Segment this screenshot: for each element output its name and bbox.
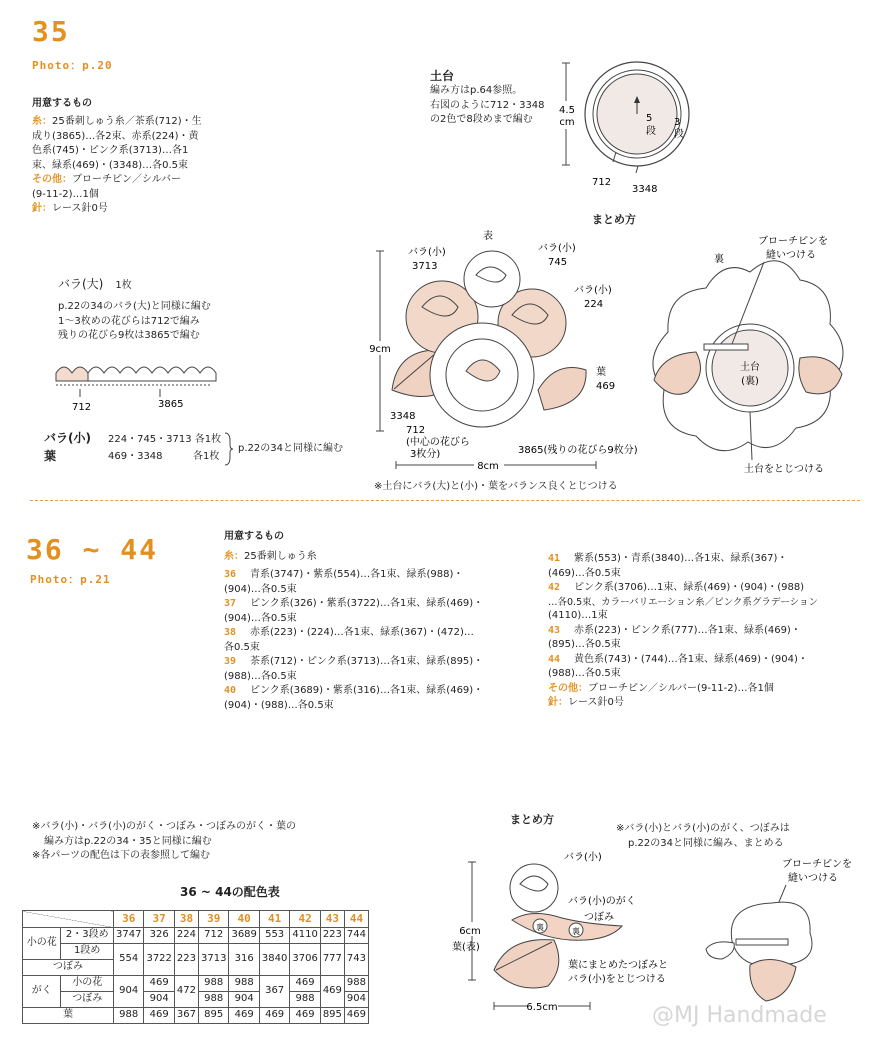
pattern-number-36-44: 36 ~ 44 [26,533,159,566]
svg-text:裏: 裏 [536,923,544,932]
svg-text:段: 段 [674,129,684,140]
material-item-39: 39 茶系(712)・ピンク系(3713)…各1束、緑系(895)・ [224,656,484,667]
svg-text:バラ(小)のがく: バラ(小)のがく [568,896,636,907]
watermark: @MJ Handmade [652,1003,827,1028]
svg-text:712: 712 [406,425,426,436]
photo-ref-36-44: Photo：p.21 [30,573,111,586]
notes-36-44: ※バラ(小)・バラ(小)のがく・つぼみ・つぼみのがく・葉の 編み方はp.22の34・35と同様に編む ※各パーツの配色は下の表参照して編む [32,821,296,861]
leaf-colors: 469・3348 [108,451,163,462]
svg-text:(中心の花びら: (中心の花びら [406,437,470,448]
svg-text:表: 表 [483,231,493,242]
needle-line: 針：レース針0号 [548,697,624,709]
rose-small-label: バラ(小) [44,431,91,445]
material-item-37: 37 ピンク系(326)・紫系(3722)…各1束、緑系(469)・ [224,598,484,609]
base-instructions: 編み方はp.64参照。 右図のように712・3348 の2色で8段めまで編む [430,85,545,125]
petal-strip-diagram [50,355,220,415]
materials-line: 色系(745)・ピンク系(3713)…各1 [32,145,189,156]
svg-text:土台をとじつける: 土台をとじつける [744,464,824,475]
assembly-title-35: まとめ方 [592,213,636,226]
materials-line: 束、緑系(469)・(3348)…各0.5束 [32,159,189,171]
assembly-diagram-36-44 [450,840,680,1030]
materials-line: (9-11-2)…1個 [32,188,99,200]
table-row: がく 小の花 904 469 472 988 988 367 469 469 988 [23,975,369,991]
material-item-41: 41 紫系(553)・青系(3840)…各1束、緑系(367)・ [548,553,788,564]
materials-heading-35: 用意するもの [32,98,92,109]
base-color-1: 712 [592,177,612,188]
table-row: 小の花 2・3段め 3747 326 224 712 3689 553 4110 223 744 [23,927,369,943]
materials-list-35 [32,115,252,217]
assembly-back-36-44 [690,855,870,1015]
material-item-42: 42 ピンク系(3706)…1束、緑系(469)・(904)・(988) [548,582,805,593]
table-row: つぼみ 904 988 904 988 904 [23,991,369,1007]
svg-text:3348: 3348 [390,411,416,422]
pattern-number-35: 35 [32,15,70,48]
material-item-38: 38 赤系(223)・(224)…各1束、緑系(367)・(472)… [224,627,474,638]
table-row: 1段め 554 3722 223 3713 316 3840 3706 777 743 [23,943,369,959]
svg-text:バラ(小): バラ(小) [408,247,446,258]
brace-icon [224,432,234,466]
svg-text:8cm: 8cm [477,461,499,472]
materials-heading-36-44: 用意するもの [224,531,284,542]
svg-text:5: 5 [646,113,653,124]
rose-big-instructions: p.22の34のバラ(大)と同様に編む 1〜3枚めの花びらは712で編み 残りの花びら9枚は3865で編む [58,301,211,341]
photo-ref-35: Photo：p.20 [32,59,113,72]
color-table-title: 36 ~ 44の配色表 [180,885,280,899]
petal-color-b: 3865 [158,399,184,410]
color-table [22,910,369,1024]
table-header-row: 36 37 38 39 40 41 42 43 44 [23,911,369,928]
material-item-44: 44 黄色系(743)・(744)…各1束、緑系(469)・(904)・ [548,653,808,665]
svg-text:バラ(小): バラ(小) [538,243,576,254]
materials-list-right: 41 紫系(553)・青系(3840)…各1束、緑系(367)・ (469)…各0.5束 42 ピンク系(3706)…1束、緑系(469)・(904)・(988) …各0.5束、カラーバリエーション糸／ピンク系グラデーション (4110)…1束 43 赤系(223)・ピンク系(777)…各1束、緑系(469)・ (895)…各0.5束 44 黄色系(743)・(744)…各1束、緑系(469)・(904)・ (988)…各0.5束 その他：ブローチピン／シルバー(9-11-2)…各1個 針：レース針0号 [548,552,868,711]
materials-line: 針：レース針0号 [32,203,108,214]
leaf-label: 葉 [44,449,57,463]
table-row: 葉 988 469 367 895 469 469 469 895 469 [23,1007,369,1023]
svg-text:224: 224 [584,299,604,310]
table-row: つぼみ [23,959,369,975]
rose-small-colors: 224・745・3713 各1枚 [108,434,222,445]
svg-text:葉にまとめたつぼみと: 葉にまとめたつぼみと [568,960,668,971]
base-dim-value: 4.5 [559,105,575,116]
assembly-front-diagram [360,225,680,495]
assembly-title-36-44: まとめ方 [510,813,554,826]
base-dim-unit: cm [559,117,575,128]
svg-text:3枚分): 3枚分) [410,449,441,460]
other-line: その他：ブローチピン／シルバー(9-11-2)…各1個 [548,682,774,694]
thread-line: 糸：25番刺しゅう糸 [224,551,317,562]
svg-text:裏: 裏 [572,927,580,936]
material-item-40: 40 ピンク系(3689)・紫系(316)…各1束、緑系(469)・ [224,685,484,696]
materials-line: 糸：25番刺しゅう糸／茶系(712)・生 [32,116,202,127]
svg-text:葉: 葉 [596,367,606,378]
svg-text:ブローチピンを: ブローチピンを [758,236,828,247]
leaf-count: 各1枚 [193,451,220,462]
rose-big-title: バラ(大) 1枚 [58,277,132,291]
svg-text:縫いつける: 縫いつける [766,250,816,261]
svg-text:土台: 土台 [740,362,760,373]
material-item-36: 36 青系(3747)・紫系(554)…各1束、緑系(988)・ [224,569,464,580]
svg-text:3: 3 [674,117,681,128]
svg-text:バラ(小): バラ(小) [574,285,612,296]
svg-text:6cm: 6cm [459,926,481,937]
svg-text:3865(残りの花びら9枚分): 3865(残りの花びら9枚分) [518,445,638,456]
svg-text:3713: 3713 [412,261,438,272]
assembly-note-35: ※土台にバラ(大)と(小)・葉をバランス良くとじつける [374,481,618,492]
assembly-back-diagram [640,232,860,482]
base-diagram [550,55,710,200]
assembly-notes-36-44: ※バラ(小)とバラ(小)のがく、つぼみは p.22の34と同様に編み、まとめる [616,823,790,849]
svg-text:(裏): (裏) [741,376,759,387]
material-item-43: 43 赤系(223)・ピンク系(777)…各1束、緑系(469)・ [548,624,801,636]
svg-text:裏: 裏 [714,254,724,265]
materials-list-left: 36 青系(3747)・紫系(554)…各1束、緑系(988)・ (904)…各0.5束 37 ピンク系(326)・紫系(3722)…各1束、緑系(469)・ (904)…各0.5束 38 赤系(223)・(224)…各1束、緑系(367)・(472)… 各0.5束 39 茶系(712)・ピンク系(3713)…各1束、緑系(895)・ (988)…各0.5束 40 ピンク系(3689)・紫系(316)…各1束、緑系(469)・ (904)・(988)…各0.5束 [224,568,534,713]
svg-text:745: 745 [548,257,568,268]
base-title: 土台 [430,69,455,83]
svg-text:ブローチピンを: ブローチピンを [782,859,852,870]
petal-color-a: 712 [72,402,92,413]
svg-text:6.5cm: 6.5cm [526,1002,558,1013]
section-divider [30,500,860,501]
svg-text:469: 469 [596,381,616,392]
materials-line: その他：ブローチピン／シルバー [32,174,182,185]
svg-text:バラ(小)をとじつける: バラ(小)をとじつける [568,974,666,985]
svg-text:つぼみ: つぼみ [584,912,614,923]
svg-text:段: 段 [646,126,656,137]
svg-text:葉(表): 葉(表) [452,942,480,953]
svg-text:バラ(小): バラ(小) [564,852,602,863]
materials-line: 成り(3865)…各2束、赤系(224)・黄 [32,130,199,142]
base-color-2: 3348 [632,184,658,195]
same-as-note: p.22の34と同様に編む [238,443,343,454]
svg-text:9cm: 9cm [369,344,391,355]
svg-text:縫いつける: 縫いつける [788,873,838,884]
